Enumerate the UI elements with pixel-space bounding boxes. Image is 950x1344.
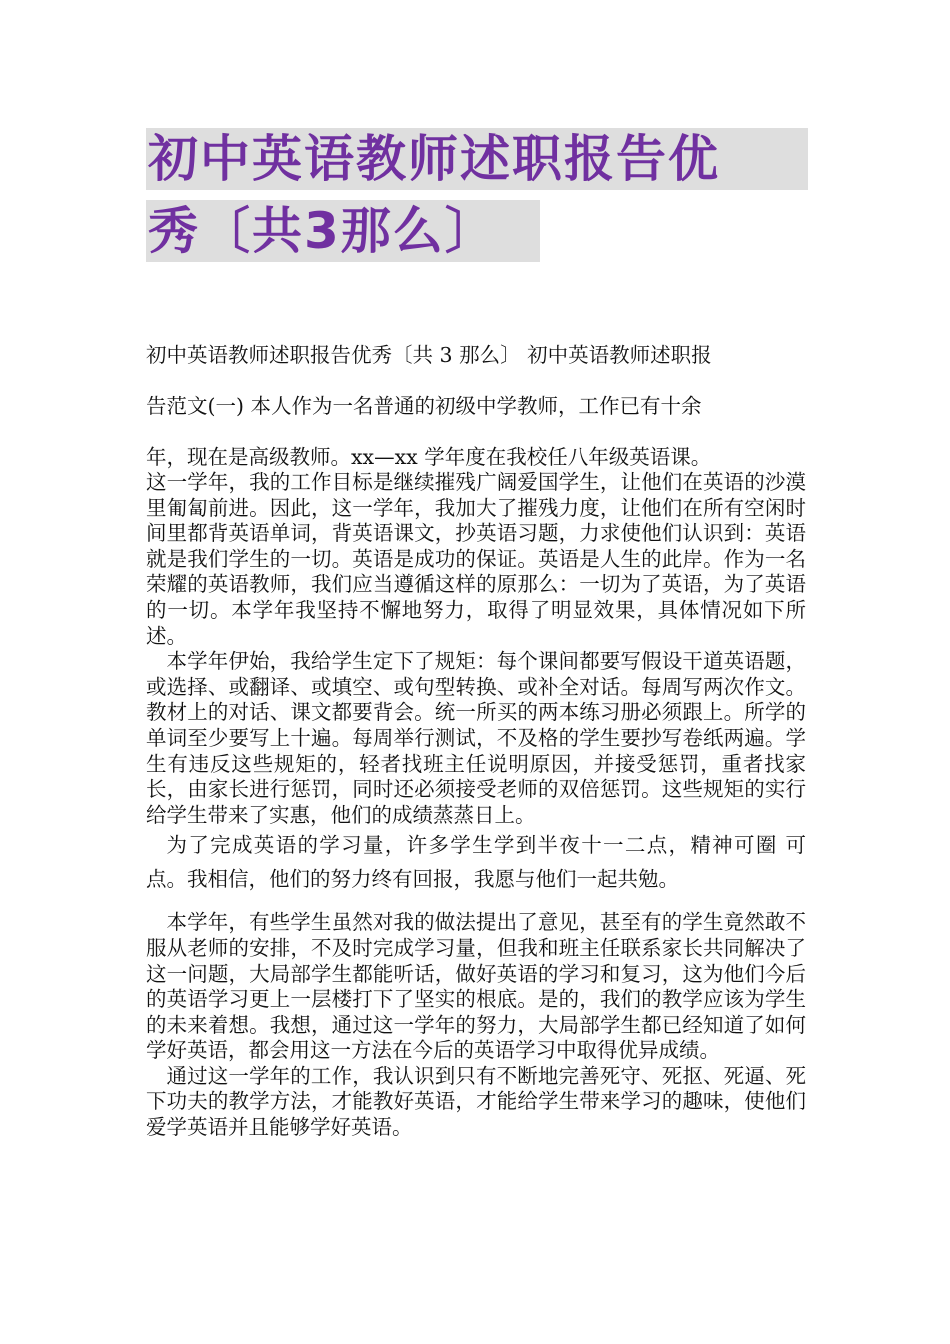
- body-text: [146, 470, 806, 1141]
- intro-line: 初中英语教师述职报告优秀〔共 3 那么〕 初中英语教师述职报: [146, 343, 712, 367]
- intro-text: [146, 330, 806, 483]
- intro-line: 告范文(一) 本人作为一名普通的初级中学教师，工作已有十余: [146, 394, 702, 418]
- paragraph: 这一学年，我的工作目标是继续摧残广阔爱国学生，让他们在英语的沙漠里匍匐前进。因此，这一学年，我加大了摧残力度，让他们在所有空闲时间里都背英语单词，背英语课文，抄英语习题，力求使他们认识到：英语就是我们学生的一切。英语是成功的保证。英语是人生的此岸。作为一名荣耀的英语教师，我们应当遵循这样的原那么：一切为了英语，为了英语的一切。本学年我坚持不懈地努力，取得了明显效果，具体情况如下所述。: [146, 470, 806, 648]
- paragraph: 本学年，有些学生虽然对我的做法提出了意见，甚至有的学生竟然敢不服从老师的安排，不及时完成学习量，但我和班主任联系家长共同解决了这一问题，大局部学生都能听话，做好英语的学习和复习，这为他们今后的英语学习更上一层楼打下了坚实的根底。是的，我们的教学应该为学生的未来着想。我想，通过这一学年的努力，大局部学生都已经知道了如何学好英语，都会用这一方法在今后的英语学习中取得优异成绩。: [146, 910, 806, 1063]
- paragraph: 本学年伊始，我给学生定下了规矩：每个课间都要写假设干道英语题，或选择、或翻译、或填空、或句型转换、或补全对话。每周写两次作文。教材上的对话、课文都要背会。统一所买的两本练习册必须跟上。所学的单词至少要写上十遍。每周举行测试，不及格的学生要抄写卷纸两遍。学生有违反这些规矩的，轻者找班主任说明原因，并接受惩罚，重者找家长，由家长进行惩罚，同时还必须接受老师的双倍惩罚。这些规矩的实行给学生带来了实惠，他们的成绩蒸蒸日上。: [146, 649, 806, 827]
- paragraph-gap: [146, 896, 806, 910]
- document-title: [146, 128, 826, 262]
- title-line-2: 秀〔共3那么〕: [146, 200, 540, 262]
- paragraph: 为了完成英语的学习量，许多学生学到半夜十一二点，精神可圈 可点。我相信，他们的努力终有回报，我愿与他们一起共勉。: [146, 833, 806, 892]
- paragraph: 通过这一学年的工作，我认识到只有不断地完善死守、死抠、死逼、死下功夫的教学方法，才能教好英语，才能给学生带来学习的趣味，使他们爱学英语并且能够学好英语。: [146, 1063, 806, 1140]
- title-line-1: 初中英语教师述职报告优: [146, 128, 808, 190]
- intro-line: 年，现在是高级教师。xx—xx 学年度在我校任八年级英语课。: [146, 445, 712, 469]
